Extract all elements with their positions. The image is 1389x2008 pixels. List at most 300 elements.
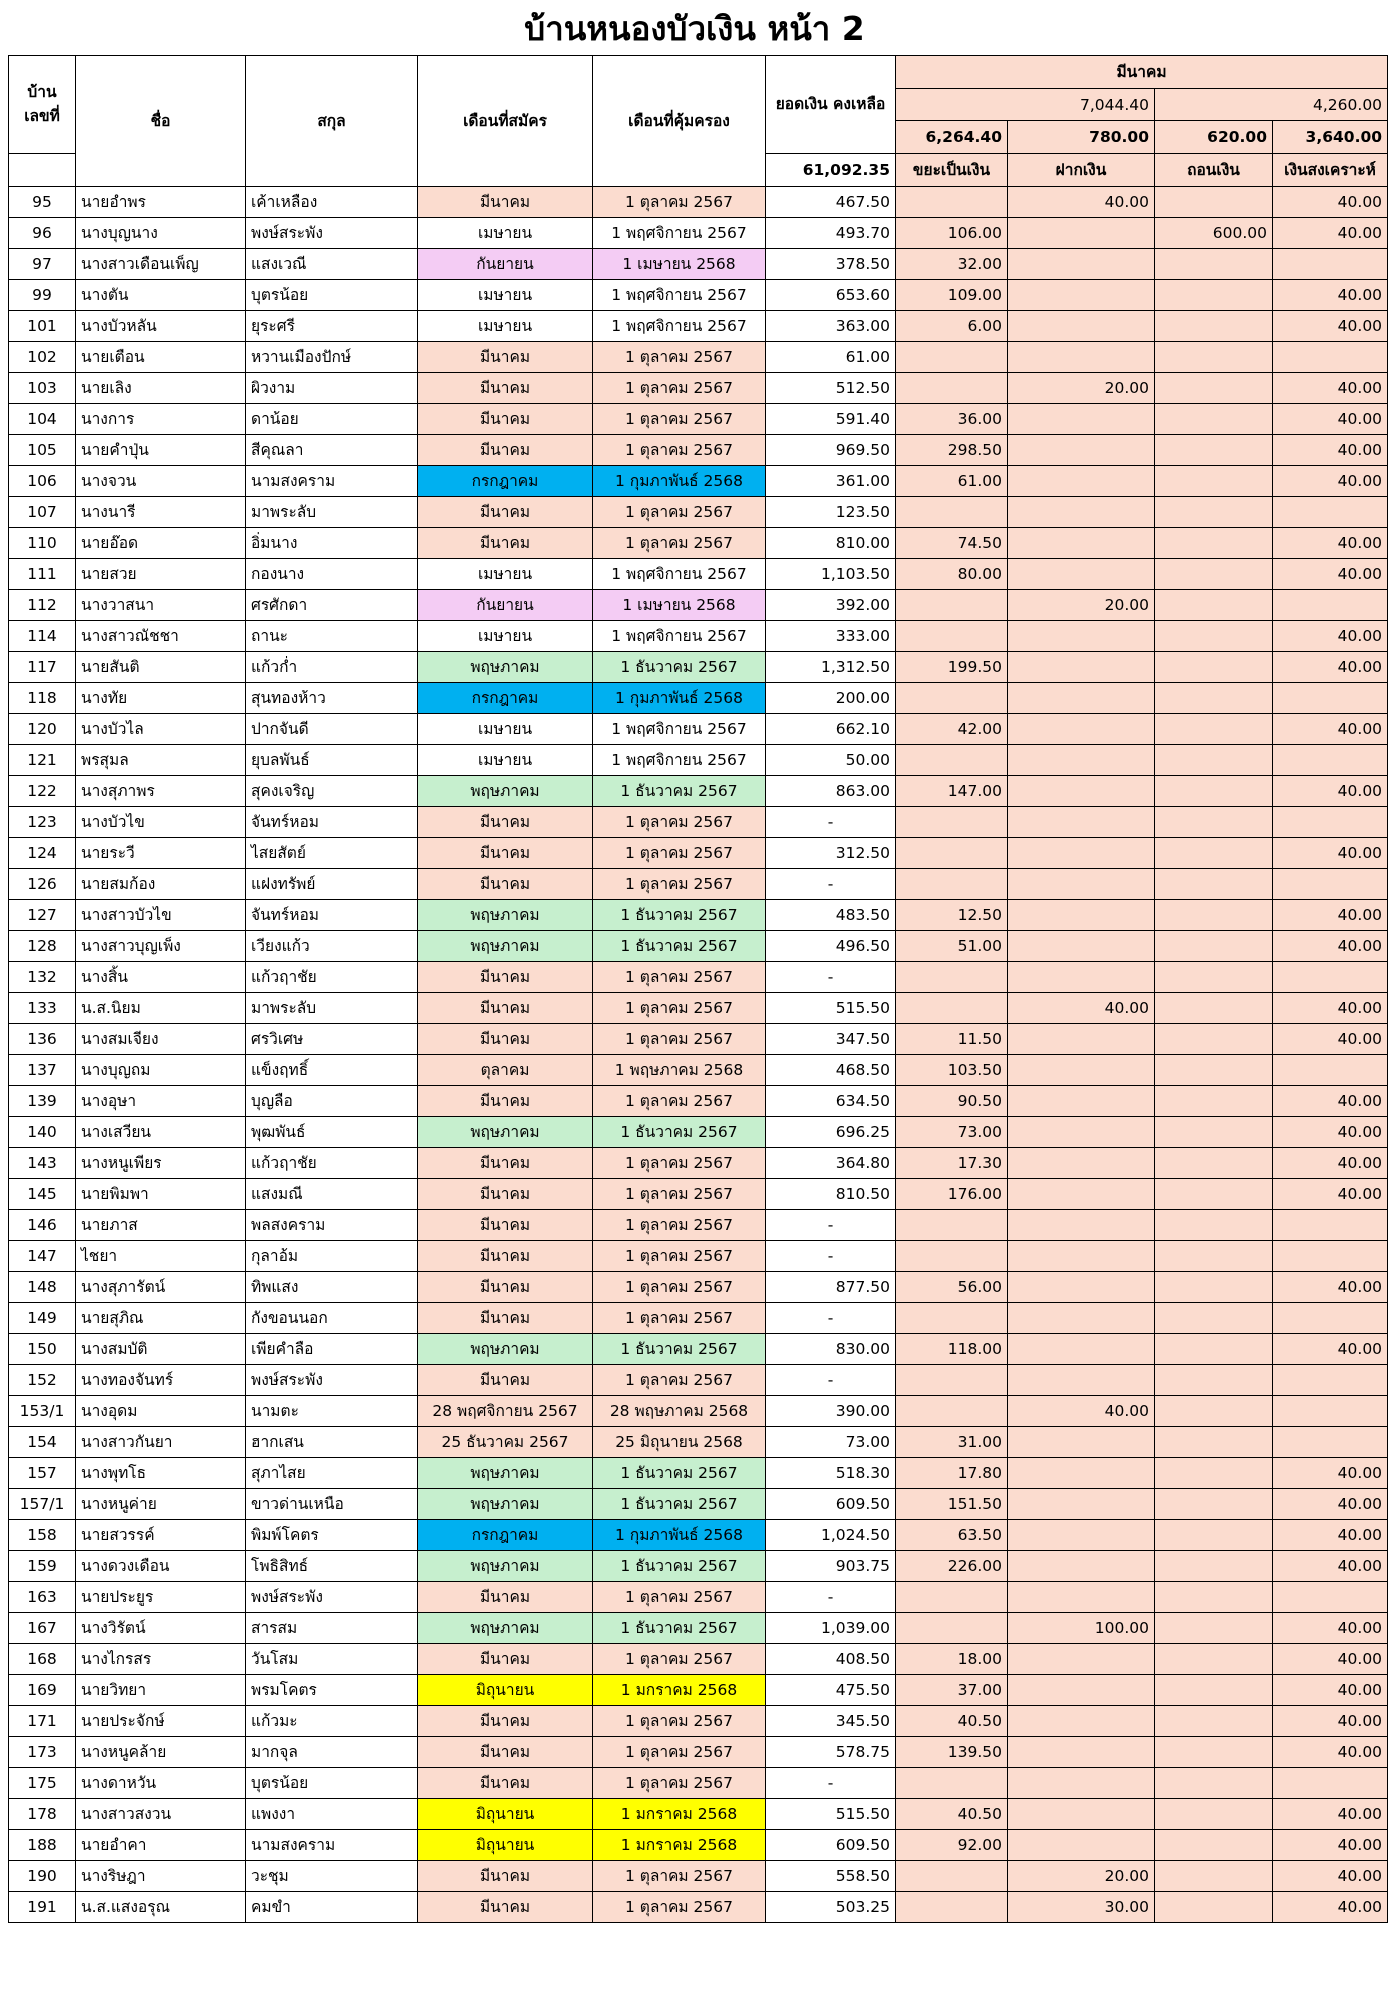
cell-first-name: นางดาหวัน [76,1767,246,1798]
cell-waste [896,1240,1008,1271]
col-header-welfare: เงินสงเคราะห์ [1273,154,1388,187]
cell-apply-month: มีนาคม [418,992,593,1023]
cell-welfare: 40.00 [1273,930,1388,961]
cell-coverage-month: 1 กุมภาพันธ์ 2568 [593,682,766,713]
cell-apply-month: เมษายน [418,713,593,744]
cell-welfare: 40.00 [1273,992,1388,1023]
cell-apply-month: มีนาคม [418,496,593,527]
cell-balance: 903.75 [766,1550,896,1581]
cell-deposit [1008,341,1155,372]
cell-last-name: จันทร์หอม [246,806,418,837]
cell-withdraw [1155,558,1273,589]
table-row [9,1705,1388,1736]
cell-deposit [1008,403,1155,434]
cell-coverage-month: 1 พฤศจิกายน 2567 [593,620,766,651]
header-month: มีนาคม [896,56,1388,89]
cell-house-no: 101 [9,310,76,341]
cell-apply-month: กรกฎาคม [418,465,593,496]
header-apply-month: เดือนที่สมัคร [418,56,593,187]
cell-deposit [1008,465,1155,496]
cell-deposit [1008,434,1155,465]
table-row [9,1767,1388,1798]
cell-last-name: พลสงคราม [246,1209,418,1240]
cell-coverage-month: 1 ตุลาคม 2567 [593,992,766,1023]
header-house-no: บ้าน เลขที่ [9,56,76,154]
cell-coverage-month: 1 พฤศจิกายน 2567 [593,279,766,310]
table-row [9,992,1388,1023]
cell-coverage-month: 1 ธันวาคม 2567 [593,930,766,961]
cell-coverage-month: 1 ธันวาคม 2567 [593,1488,766,1519]
cell-apply-month: มีนาคม [418,1209,593,1240]
cell-welfare [1273,1426,1388,1457]
cell-apply-month: มีนาคม [418,1023,593,1054]
cell-apply-month: เมษายน [418,744,593,775]
cell-first-name: นางบุญถม [76,1054,246,1085]
table-row [9,1829,1388,1860]
cell-deposit [1008,496,1155,527]
cell-first-name: นางวิรัตน์ [76,1612,246,1643]
cell-withdraw [1155,868,1273,899]
table-row [9,310,1388,341]
cell-welfare: 40.00 [1273,1829,1388,1860]
cell-last-name: เพียคำลือ [246,1333,418,1364]
cell-balance: 392.00 [766,589,896,620]
cell-withdraw [1155,1891,1273,1922]
cell-deposit [1008,806,1155,837]
cell-deposit [1008,930,1155,961]
cell-deposit [1008,868,1155,899]
table-row [9,372,1388,403]
table-row [9,1519,1388,1550]
cell-waste [896,341,1008,372]
cell-withdraw [1155,372,1273,403]
cell-house-no: 102 [9,341,76,372]
cell-first-name: นางสุภาพร [76,775,246,806]
cell-coverage-month: 1 ตุลาคม 2567 [593,1736,766,1767]
cell-welfare: 40.00 [1273,217,1388,248]
cell-house-no: 191 [9,1891,76,1922]
cell-last-name: พุฒพันธ์ [246,1116,418,1147]
header-coverage-month: เดือนที่คุ้มครอง [593,56,766,187]
cell-first-name: นายสวรรค์ [76,1519,246,1550]
cell-deposit [1008,248,1155,279]
table-row [9,744,1388,775]
cell-first-name: นางบัวหลัน [76,310,246,341]
cell-house-no: 103 [9,372,76,403]
cell-first-name: นางสาวสงวน [76,1798,246,1829]
cell-first-name: นางวาสนา [76,589,246,620]
cell-deposit: 40.00 [1008,186,1155,217]
cell-deposit [1008,1271,1155,1302]
cell-waste: 90.50 [896,1085,1008,1116]
cell-balance: 503.25 [766,1891,896,1922]
cell-apply-month: พฤษภาคม [418,930,593,961]
cell-last-name: แฝงทรัพย์ [246,868,418,899]
cell-balance: 1,039.00 [766,1612,896,1643]
cell-last-name: กังขอนนอก [246,1302,418,1333]
cell-last-name: สารสม [246,1612,418,1643]
cell-waste [896,806,1008,837]
cell-house-no: 139 [9,1085,76,1116]
cell-welfare [1273,1054,1388,1085]
cell-welfare [1273,1767,1388,1798]
cell-deposit [1008,1705,1155,1736]
table-row [9,1302,1388,1333]
cell-first-name: นายสันติ [76,651,246,682]
cell-balance: 515.50 [766,992,896,1023]
cell-welfare: 40.00 [1273,620,1388,651]
table-row [9,1457,1388,1488]
cell-welfare [1273,806,1388,837]
cell-balance: 312.50 [766,837,896,868]
cell-deposit [1008,1643,1155,1674]
cell-apply-month: เมษายน [418,279,593,310]
balance-total: 61,092.35 [766,154,896,187]
cell-apply-month: มีนาคม [418,527,593,558]
cell-first-name: นางสาวบุญเพ็ง [76,930,246,961]
cell-withdraw [1155,1364,1273,1395]
cell-last-name: แพงงา [246,1798,418,1829]
cell-welfare [1273,744,1388,775]
table-row [9,868,1388,899]
cell-apply-month: พฤษภาคม [418,1612,593,1643]
cell-coverage-month: 1 พฤศจิกายน 2567 [593,713,766,744]
cell-house-no: 112 [9,589,76,620]
cell-coverage-month: 1 ตุลาคม 2567 [593,1240,766,1271]
cell-first-name: นางบัวไข [76,806,246,837]
cell-withdraw [1155,1643,1273,1674]
cell-withdraw [1155,930,1273,961]
cell-coverage-month: 1 ตุลาคม 2567 [593,434,766,465]
cell-welfare: 40.00 [1273,1798,1388,1829]
subtotal-welfare: 3,640.00 [1273,121,1388,154]
cell-first-name: นายเลิง [76,372,246,403]
cell-balance: - [766,1364,896,1395]
cell-first-name: น.ส.นิยม [76,992,246,1023]
cell-welfare: 40.00 [1273,1271,1388,1302]
table-header [9,56,1388,187]
cell-balance: 810.00 [766,527,896,558]
cell-last-name: พงษ์สระพัง [246,1364,418,1395]
cell-first-name: ไชยา [76,1240,246,1271]
table-row [9,217,1388,248]
cell-deposit [1008,1147,1155,1178]
cell-welfare: 40.00 [1273,1085,1388,1116]
cell-withdraw [1155,775,1273,806]
cell-withdraw [1155,1178,1273,1209]
cell-apply-month: เมษายน [418,310,593,341]
cell-coverage-month: 1 พฤศจิกายน 2567 [593,558,766,589]
cell-deposit [1008,744,1155,775]
cell-waste: 17.30 [896,1147,1008,1178]
cell-withdraw: 600.00 [1155,217,1273,248]
cell-withdraw [1155,899,1273,930]
cell-waste [896,1581,1008,1612]
cell-last-name: เค้าเหลือง [246,186,418,217]
cell-waste [896,1395,1008,1426]
cell-balance: 378.50 [766,248,896,279]
cell-coverage-month: 1 พฤศจิกายน 2567 [593,310,766,341]
cell-welfare: 40.00 [1273,1333,1388,1364]
cell-coverage-month: 1 ธันวาคม 2567 [593,775,766,806]
cell-balance: - [766,868,896,899]
cell-deposit [1008,682,1155,713]
cell-withdraw [1155,403,1273,434]
cell-withdraw [1155,1829,1273,1860]
cell-waste [896,1767,1008,1798]
cell-house-no: 122 [9,775,76,806]
cell-waste: 176.00 [896,1178,1008,1209]
cell-deposit [1008,837,1155,868]
cell-waste: 11.50 [896,1023,1008,1054]
cell-house-no: 146 [9,1209,76,1240]
cell-balance: 123.50 [766,496,896,527]
cell-first-name: นางเสวียน [76,1116,246,1147]
cell-first-name: นางดวงเดือน [76,1550,246,1581]
cell-balance: 364.80 [766,1147,896,1178]
cell-apply-month: เมษายน [418,620,593,651]
cell-last-name: ถานะ [246,620,418,651]
cell-waste: 12.50 [896,899,1008,930]
cell-last-name: แก้วฤาชัย [246,1147,418,1178]
cell-first-name: นายสมก้อง [76,868,246,899]
cell-balance: 493.70 [766,217,896,248]
cell-welfare [1273,496,1388,527]
cell-deposit [1008,1829,1155,1860]
cell-house-no: 106 [9,465,76,496]
cell-welfare: 40.00 [1273,1705,1388,1736]
cell-welfare: 40.00 [1273,1519,1388,1550]
cell-welfare [1273,1395,1388,1426]
cell-last-name: ผิวงาม [246,372,418,403]
cell-withdraw [1155,1085,1273,1116]
cell-welfare [1273,1209,1388,1240]
cell-waste: 73.00 [896,1116,1008,1147]
cell-welfare: 40.00 [1273,310,1388,341]
cell-balance: - [766,1767,896,1798]
cell-last-name: คมขำ [246,1891,418,1922]
cell-first-name: นายสุภิณ [76,1302,246,1333]
cell-apply-month: 25 ธันวาคม 2567 [418,1426,593,1457]
cell-welfare [1273,248,1388,279]
cell-first-name: นางสาวกันยา [76,1426,246,1457]
cell-last-name: ศรศักดา [246,589,418,620]
cell-house-no: 188 [9,1829,76,1860]
cell-house-no: 148 [9,1271,76,1302]
cell-balance: 810.50 [766,1178,896,1209]
cell-waste [896,1364,1008,1395]
cell-balance: - [766,961,896,992]
cell-balance: 345.50 [766,1705,896,1736]
cell-apply-month: มีนาคม [418,1364,593,1395]
cell-withdraw [1155,806,1273,837]
cell-first-name: นางนารี [76,496,246,527]
cell-coverage-month: 1 ตุลาคม 2567 [593,1643,766,1674]
cell-welfare [1273,1581,1388,1612]
cell-balance: 200.00 [766,682,896,713]
cell-waste: 199.50 [896,651,1008,682]
cell-apply-month: เมษายน [418,217,593,248]
cell-deposit [1008,1240,1155,1271]
cell-first-name: นางการ [76,403,246,434]
cell-coverage-month: 1 ตุลาคม 2567 [593,1705,766,1736]
cell-apply-month: มีนาคม [418,1085,593,1116]
cell-balance: 578.75 [766,1736,896,1767]
cell-deposit [1008,527,1155,558]
table-row [9,1271,1388,1302]
cell-welfare [1273,868,1388,899]
cell-welfare: 40.00 [1273,1147,1388,1178]
member-table [8,55,1388,1923]
cell-withdraw [1155,341,1273,372]
cell-house-no: 158 [9,1519,76,1550]
cell-waste [896,744,1008,775]
cell-balance: - [766,806,896,837]
cell-house-no: 111 [9,558,76,589]
cell-last-name: แก้วก่ำ [246,651,418,682]
cell-welfare: 40.00 [1273,1674,1388,1705]
cell-coverage-month: 1 มกราคม 2568 [593,1798,766,1829]
cell-first-name: นางทองจันทร์ [76,1364,246,1395]
cell-last-name: บุตรน้อย [246,1767,418,1798]
cell-withdraw [1155,279,1273,310]
cell-waste: 139.50 [896,1736,1008,1767]
cell-waste: 42.00 [896,713,1008,744]
cell-waste: 56.00 [896,1271,1008,1302]
cell-withdraw [1155,992,1273,1023]
cell-balance: 609.50 [766,1488,896,1519]
cell-house-no: 117 [9,651,76,682]
cell-deposit [1008,1581,1155,1612]
cell-last-name: สุนทองห้าว [246,682,418,713]
cell-balance: 390.00 [766,1395,896,1426]
cell-coverage-month: 25 มิถุนายน 2568 [593,1426,766,1457]
cell-deposit [1008,310,1155,341]
cell-apply-month: กรกฎาคม [418,682,593,713]
cell-apply-month: มีนาคม [418,434,593,465]
cell-balance: 518.30 [766,1457,896,1488]
cell-apply-month: มีนาคม [418,341,593,372]
cell-first-name: นายอำคา [76,1829,246,1860]
cell-balance: 50.00 [766,744,896,775]
cell-house-no: 163 [9,1581,76,1612]
table-row [9,1240,1388,1271]
table-row [9,1550,1388,1581]
cell-coverage-month: 1 ธันวาคม 2567 [593,1457,766,1488]
cell-deposit [1008,1798,1155,1829]
cell-first-name: นายอำพร [76,186,246,217]
cell-withdraw [1155,1705,1273,1736]
cell-deposit: 20.00 [1008,372,1155,403]
col-header-deposit: ฝากเงิน [1008,154,1155,187]
cell-welfare: 40.00 [1273,279,1388,310]
cell-deposit [1008,713,1155,744]
cell-withdraw [1155,682,1273,713]
cell-withdraw [1155,248,1273,279]
cell-deposit [1008,961,1155,992]
cell-deposit: 20.00 [1008,1860,1155,1891]
cell-first-name: นางหนูค่าย [76,1488,246,1519]
cell-first-name: นางทัย [76,682,246,713]
cell-last-name: สีคุณลา [246,434,418,465]
cell-last-name: ไสยสัตย์ [246,837,418,868]
table-row [9,1891,1388,1922]
cell-last-name: แสงเวณี [246,248,418,279]
cell-balance: 830.00 [766,1333,896,1364]
cell-withdraw [1155,1333,1273,1364]
cell-coverage-month: 1 ตุลาคม 2567 [593,341,766,372]
cell-coverage-month: 1 พฤศจิกายน 2567 [593,217,766,248]
cell-balance: 475.50 [766,1674,896,1705]
cell-welfare [1273,1364,1388,1395]
cell-welfare: 40.00 [1273,527,1388,558]
cell-waste [896,1209,1008,1240]
cell-apply-month: พฤษภาคม [418,775,593,806]
cell-first-name: นางสิ้น [76,961,246,992]
cell-house-no: 171 [9,1705,76,1736]
cell-coverage-month: 1 ตุลาคม 2567 [593,1302,766,1333]
table-row [9,1736,1388,1767]
cell-deposit [1008,1364,1155,1395]
cell-coverage-month: 1 ธันวาคม 2567 [593,899,766,930]
cell-apply-month: มีนาคม [418,1581,593,1612]
cell-balance: 591.40 [766,403,896,434]
cell-balance: 512.50 [766,372,896,403]
cell-last-name: ดาน้อย [246,403,418,434]
cell-house-no: 104 [9,403,76,434]
cell-deposit [1008,1519,1155,1550]
cell-coverage-month: 28 พฤษภาคม 2568 [593,1395,766,1426]
cell-last-name: จันทร์หอม [246,899,418,930]
cell-coverage-month: 1 ตุลาคม 2567 [593,1178,766,1209]
cell-deposit: 40.00 [1008,992,1155,1023]
page-title: บ้านหนองบัวเงิน หน้า 2 [524,9,865,48]
cell-last-name: แก้วมะ [246,1705,418,1736]
cell-withdraw [1155,1023,1273,1054]
cell-apply-month: 28 พฤศจิกายน 2567 [418,1395,593,1426]
cell-last-name: บุตรน้อย [246,279,418,310]
cell-balance: 333.00 [766,620,896,651]
cell-apply-month: มีนาคม [418,837,593,868]
cell-waste: 118.00 [896,1333,1008,1364]
cell-first-name: นายประจักษ์ [76,1705,246,1736]
table-row [9,434,1388,465]
cell-coverage-month: 1 ตุลาคม 2567 [593,1209,766,1240]
table-row [9,1209,1388,1240]
cell-withdraw [1155,1581,1273,1612]
cell-last-name: ทิพแสง [246,1271,418,1302]
cell-welfare: 40.00 [1273,558,1388,589]
cell-apply-month: มีนาคม [418,1271,593,1302]
header-group-total-2: 4,260.00 [1155,88,1388,121]
cell-coverage-month: 1 ตุลาคม 2567 [593,961,766,992]
cell-apply-month: มีนาคม [418,1302,593,1333]
table-row [9,1023,1388,1054]
cell-waste [896,186,1008,217]
col-header-withdraw: ถอนเงิน [1155,154,1273,187]
cell-apply-month: พฤษภาคม [418,1457,593,1488]
cell-withdraw [1155,465,1273,496]
cell-first-name: นางสมเจียง [76,1023,246,1054]
cell-house-no: 168 [9,1643,76,1674]
cell-waste: 106.00 [896,217,1008,248]
cell-last-name: แก้วฤาชัย [246,961,418,992]
table-row [9,651,1388,682]
header-last-name: สกุล [246,56,418,187]
table-row [9,775,1388,806]
cell-waste [896,1302,1008,1333]
cell-first-name: นางบุญนาง [76,217,246,248]
